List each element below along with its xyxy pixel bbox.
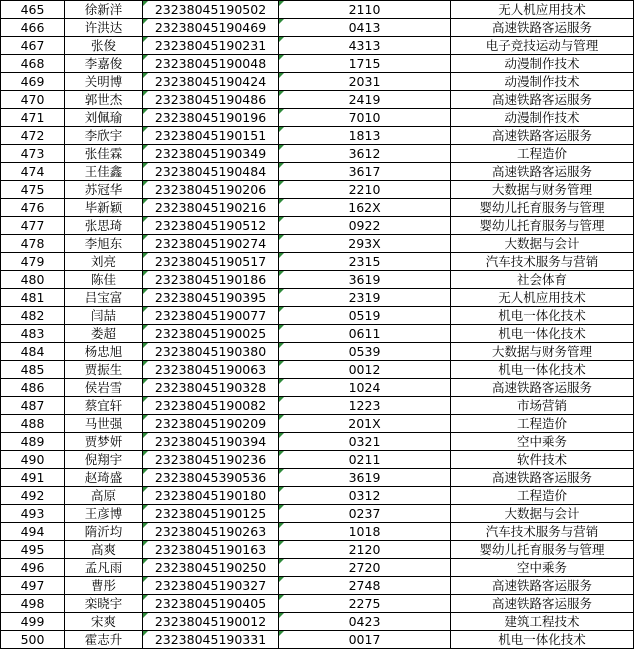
major-cell[interactable]: 市场营销 — [451, 397, 634, 415]
major-cell[interactable]: 空中乘务 — [451, 433, 634, 451]
table-row — [1, 595, 634, 613]
student-name-cell[interactable]: 霍志升 — [65, 631, 143, 649]
table-row — [1, 397, 634, 415]
id-suffix-cell[interactable]: 0017 — [279, 631, 451, 649]
student-id-cell[interactable]: 23238045190206 — [143, 181, 279, 199]
student-name-cell[interactable]: 张俊 — [65, 37, 143, 55]
student-id-cell[interactable]: 23238045190512 — [143, 217, 279, 235]
major-cell[interactable]: 机电一体化技术 — [451, 631, 634, 649]
major-cell[interactable]: 婴幼儿托育服务与管理 — [451, 199, 634, 217]
student-id-cell[interactable]: 23238045190274 — [143, 235, 279, 253]
student-name-cell[interactable]: 徐新洋 — [65, 1, 143, 19]
major-cell[interactable]: 大数据与会计 — [451, 505, 634, 523]
row-number-cell[interactable]: 498 — [1, 595, 65, 613]
table-row — [1, 73, 634, 91]
table-row — [1, 199, 634, 217]
row-number-cell[interactable]: 495 — [1, 541, 65, 559]
id-suffix-cell[interactable]: 3617 — [279, 163, 451, 181]
student-id-cell[interactable]: 23238045190048 — [143, 55, 279, 73]
id-suffix-cell[interactable]: 2110 — [279, 1, 451, 19]
table-row — [1, 577, 634, 595]
row-number-cell[interactable]: 472 — [1, 127, 65, 145]
row-number-cell[interactable]: 494 — [1, 523, 65, 541]
row-number-cell[interactable]: 492 — [1, 487, 65, 505]
student-id-cell[interactable]: 23238045190405 — [143, 595, 279, 613]
student-id-cell[interactable]: 23238045190163 — [143, 541, 279, 559]
table-row — [1, 433, 634, 451]
id-suffix-cell[interactable]: 2319 — [279, 289, 451, 307]
table-row — [1, 613, 634, 631]
student-name-cell[interactable]: 王佳鑫 — [65, 163, 143, 181]
student-name-cell[interactable]: 张佳霖 — [65, 145, 143, 163]
row-number-cell[interactable]: 482 — [1, 307, 65, 325]
table-row — [1, 145, 634, 163]
student-id-cell[interactable]: 23238045190077 — [143, 307, 279, 325]
student-name-cell[interactable]: 赵琦盛 — [65, 469, 143, 487]
major-cell[interactable]: 汽车技术服务与营销 — [451, 253, 634, 271]
major-cell[interactable]: 高速铁路客运服务 — [451, 577, 634, 595]
table-row — [1, 505, 634, 523]
table-row — [1, 343, 634, 361]
student-name-cell[interactable]: 高爽 — [65, 541, 143, 559]
id-suffix-cell[interactable]: 201X — [279, 415, 451, 433]
student-name-cell[interactable]: 孟凡雨 — [65, 559, 143, 577]
student-name-cell[interactable]: 郭世杰 — [65, 91, 143, 109]
row-number-cell[interactable]: 484 — [1, 343, 65, 361]
row-number-cell[interactable]: 487 — [1, 397, 65, 415]
table-row — [1, 181, 634, 199]
id-suffix-cell[interactable]: 2120 — [279, 541, 451, 559]
table-row — [1, 469, 634, 487]
student-name-cell[interactable]: 侯岩雪 — [65, 379, 143, 397]
id-suffix-cell[interactable]: 2748 — [279, 577, 451, 595]
row-number-cell[interactable]: 493 — [1, 505, 65, 523]
row-number-cell[interactable]: 478 — [1, 235, 65, 253]
student-id-cell[interactable]: 23238045190395 — [143, 289, 279, 307]
id-suffix-cell[interactable]: 2315 — [279, 253, 451, 271]
table-row — [1, 325, 634, 343]
student-name-cell[interactable]: 毕新颖 — [65, 199, 143, 217]
student-id-cell[interactable]: 23238045190328 — [143, 379, 279, 397]
major-cell[interactable]: 工程造价 — [451, 145, 634, 163]
student-name-cell[interactable]: 刘佩瑜 — [65, 109, 143, 127]
student-name-cell[interactable]: 曹彤 — [65, 577, 143, 595]
id-suffix-cell[interactable]: 0539 — [279, 343, 451, 361]
major-cell[interactable]: 无人机应用技术 — [451, 1, 634, 19]
student-name-cell[interactable]: 王彦博 — [65, 505, 143, 523]
table-row — [1, 361, 634, 379]
student-id-cell[interactable]: 23238045190231 — [143, 37, 279, 55]
row-number-cell[interactable]: 491 — [1, 469, 65, 487]
id-suffix-cell[interactable]: 0312 — [279, 487, 451, 505]
id-suffix-cell[interactable]: 2720 — [279, 559, 451, 577]
student-id-cell[interactable]: 23238045190012 — [143, 613, 279, 631]
row-number-cell[interactable]: 475 — [1, 181, 65, 199]
student-name-cell[interactable]: 栾晓宇 — [65, 595, 143, 613]
id-suffix-cell[interactable]: 2210 — [279, 181, 451, 199]
student-id-cell[interactable]: 23238045190151 — [143, 127, 279, 145]
major-cell[interactable]: 大数据与财务管理 — [451, 181, 634, 199]
student-id-cell[interactable]: 23238045190486 — [143, 91, 279, 109]
major-cell[interactable]: 无人机应用技术 — [451, 289, 634, 307]
id-suffix-cell[interactable]: 0237 — [279, 505, 451, 523]
id-suffix-cell[interactable]: 0413 — [279, 19, 451, 37]
row-number-cell[interactable]: 471 — [1, 109, 65, 127]
student-id-cell[interactable]: 23238045190250 — [143, 559, 279, 577]
row-number-cell[interactable]: 499 — [1, 613, 65, 631]
table-row — [1, 451, 634, 469]
major-cell[interactable]: 汽车技术服务与营销 — [451, 523, 634, 541]
major-cell[interactable]: 高速铁路客运服务 — [451, 127, 634, 145]
table-row — [1, 307, 634, 325]
student-id-cell[interactable]: 23238045190331 — [143, 631, 279, 649]
row-number-cell[interactable]: 468 — [1, 55, 65, 73]
table-row — [1, 541, 634, 559]
student-name-cell[interactable]: 李旭东 — [65, 235, 143, 253]
table-row — [1, 235, 634, 253]
row-number-cell[interactable]: 500 — [1, 631, 65, 649]
id-suffix-cell[interactable]: 1813 — [279, 127, 451, 145]
student-id-cell[interactable]: 23238045190327 — [143, 577, 279, 595]
table-row — [1, 91, 634, 109]
student-name-cell[interactable]: 杨忠旭 — [65, 343, 143, 361]
student-id-cell[interactable]: 23238045190263 — [143, 523, 279, 541]
major-cell[interactable]: 高速铁路客运服务 — [451, 163, 634, 181]
major-cell[interactable]: 高速铁路客运服务 — [451, 379, 634, 397]
student-id-cell[interactable]: 23238045190196 — [143, 109, 279, 127]
student-id-cell[interactable]: 23238045190063 — [143, 361, 279, 379]
student-name-cell[interactable]: 宋爽 — [65, 613, 143, 631]
table-row — [1, 289, 634, 307]
table-row — [1, 253, 634, 271]
id-suffix-cell[interactable]: 2031 — [279, 73, 451, 91]
student-id-cell[interactable]: 23238045190025 — [143, 325, 279, 343]
id-suffix-cell[interactable]: 0519 — [279, 307, 451, 325]
id-suffix-cell[interactable]: 0922 — [279, 217, 451, 235]
student-name-cell[interactable]: 刘亮 — [65, 253, 143, 271]
student-name-cell[interactable]: 马世强 — [65, 415, 143, 433]
major-cell[interactable]: 动漫制作技术 — [451, 73, 634, 91]
student-id-cell[interactable]: 23238045190082 — [143, 397, 279, 415]
student-id-cell[interactable]: 23238045190216 — [143, 199, 279, 217]
student-name-cell[interactable]: 李嘉俊 — [65, 55, 143, 73]
major-cell[interactable]: 机电一体化技术 — [451, 325, 634, 343]
major-cell[interactable]: 大数据与会计 — [451, 235, 634, 253]
row-number-cell[interactable]: 465 — [1, 1, 65, 19]
student-id-cell[interactable]: 23238045190424 — [143, 73, 279, 91]
major-cell[interactable]: 软件技术 — [451, 451, 634, 469]
student-id-cell[interactable]: 23238045190125 — [143, 505, 279, 523]
student-name-cell[interactable]: 吕宝富 — [65, 289, 143, 307]
table-row — [1, 271, 634, 289]
table-row — [1, 487, 634, 505]
row-number-cell[interactable]: 486 — [1, 379, 65, 397]
major-cell[interactable]: 高速铁路客运服务 — [451, 91, 634, 109]
row-number-cell[interactable]: 496 — [1, 559, 65, 577]
student-name-cell[interactable]: 贾梦妍 — [65, 433, 143, 451]
major-cell[interactable]: 大数据与财务管理 — [451, 343, 634, 361]
major-cell[interactable]: 高速铁路客运服务 — [451, 19, 634, 37]
major-cell[interactable]: 婴幼儿托育服务与管理 — [451, 541, 634, 559]
student-id-cell[interactable]: 23238045190186 — [143, 271, 279, 289]
id-suffix-cell[interactable]: 2419 — [279, 91, 451, 109]
table-row — [1, 559, 634, 577]
table-row — [1, 379, 634, 397]
student-name-cell[interactable]: 娄超 — [65, 325, 143, 343]
row-number-cell[interactable]: 490 — [1, 451, 65, 469]
row-number-cell[interactable]: 469 — [1, 73, 65, 91]
id-suffix-cell[interactable]: 7010 — [279, 109, 451, 127]
major-cell[interactable]: 社会体育 — [451, 271, 634, 289]
id-suffix-cell[interactable]: 0211 — [279, 451, 451, 469]
row-number-cell[interactable]: 488 — [1, 415, 65, 433]
row-number-cell[interactable]: 474 — [1, 163, 65, 181]
row-number-cell[interactable]: 477 — [1, 217, 65, 235]
table-row — [1, 109, 634, 127]
table-row — [1, 19, 634, 37]
id-suffix-cell[interactable]: 0321 — [279, 433, 451, 451]
major-cell[interactable]: 工程造价 — [451, 487, 634, 505]
student-name-cell[interactable]: 李欣宇 — [65, 127, 143, 145]
student-name-cell[interactable]: 蔡宜轩 — [65, 397, 143, 415]
major-cell[interactable]: 高速铁路客运服务 — [451, 595, 634, 613]
major-cell[interactable]: 空中乘务 — [451, 559, 634, 577]
student-name-cell[interactable]: 陈佳 — [65, 271, 143, 289]
table-row — [1, 163, 634, 181]
id-suffix-cell[interactable]: 1715 — [279, 55, 451, 73]
student-name-cell[interactable]: 张思琦 — [65, 217, 143, 235]
major-cell[interactable]: 建筑工程技术 — [451, 613, 634, 631]
row-number-cell[interactable]: 473 — [1, 145, 65, 163]
table-row — [1, 127, 634, 145]
id-suffix-cell[interactable]: 293X — [279, 235, 451, 253]
table-row — [1, 217, 634, 235]
table-row — [1, 1, 634, 19]
id-suffix-cell[interactable]: 3619 — [279, 469, 451, 487]
student-name-cell[interactable]: 高原 — [65, 487, 143, 505]
student-id-cell[interactable]: 23238045190484 — [143, 163, 279, 181]
table-row — [1, 523, 634, 541]
row-number-cell[interactable]: 480 — [1, 271, 65, 289]
student-name-cell[interactable]: 隋沂均 — [65, 523, 143, 541]
major-cell[interactable]: 机电一体化技术 — [451, 307, 634, 325]
id-suffix-cell[interactable]: 1024 — [279, 379, 451, 397]
student-id-cell[interactable]: 23238045190380 — [143, 343, 279, 361]
student-name-cell[interactable]: 许洪达 — [65, 19, 143, 37]
student-id-cell[interactable]: 23238045390536 — [143, 469, 279, 487]
student-name-cell[interactable]: 贾振生 — [65, 361, 143, 379]
student-id-cell[interactable]: 23238045190502 — [143, 1, 279, 19]
id-suffix-cell[interactable]: 3612 — [279, 145, 451, 163]
id-suffix-cell[interactable]: 0423 — [279, 613, 451, 631]
id-suffix-cell[interactable]: 1223 — [279, 397, 451, 415]
id-suffix-cell[interactable]: 0012 — [279, 361, 451, 379]
id-suffix-cell[interactable]: 1018 — [279, 523, 451, 541]
row-number-cell[interactable]: 479 — [1, 253, 65, 271]
student-name-cell[interactable]: 倪翔宇 — [65, 451, 143, 469]
row-number-cell[interactable]: 497 — [1, 577, 65, 595]
major-cell[interactable]: 工程造价 — [451, 415, 634, 433]
id-suffix-cell[interactable]: 0611 — [279, 325, 451, 343]
roster-body — [1, 1, 634, 649]
row-number-cell[interactable]: 466 — [1, 19, 65, 37]
major-cell[interactable]: 高速铁路客运服务 — [451, 469, 634, 487]
student-name-cell[interactable]: 关明博 — [65, 73, 143, 91]
student-id-cell[interactable]: 23238045190394 — [143, 433, 279, 451]
id-suffix-cell[interactable]: 4313 — [279, 37, 451, 55]
student-id-cell[interactable]: 23238045190517 — [143, 253, 279, 271]
student-name-cell[interactable]: 苏冠华 — [65, 181, 143, 199]
student-id-cell[interactable]: 23238045190209 — [143, 415, 279, 433]
table-row — [1, 55, 634, 73]
row-number-cell[interactable]: 467 — [1, 37, 65, 55]
row-number-cell[interactable]: 485 — [1, 361, 65, 379]
student-id-cell[interactable]: 23238045190236 — [143, 451, 279, 469]
table-row — [1, 631, 634, 649]
table-row — [1, 415, 634, 433]
student-id-cell[interactable]: 23238045190180 — [143, 487, 279, 505]
major-cell[interactable]: 机电一体化技术 — [451, 361, 634, 379]
row-number-cell[interactable]: 481 — [1, 289, 65, 307]
student-id-cell[interactable]: 23238045190349 — [143, 145, 279, 163]
major-cell[interactable]: 动漫制作技术 — [451, 109, 634, 127]
major-cell[interactable]: 电子竞技运动与管理 — [451, 37, 634, 55]
table-row — [1, 37, 634, 55]
row-number-cell[interactable]: 476 — [1, 199, 65, 217]
row-number-cell[interactable]: 489 — [1, 433, 65, 451]
row-number-cell[interactable]: 483 — [1, 325, 65, 343]
student-name-cell[interactable]: 闫喆 — [65, 307, 143, 325]
major-cell[interactable]: 婴幼儿托育服务与管理 — [451, 217, 634, 235]
student-id-cell[interactable]: 23238045190469 — [143, 19, 279, 37]
id-suffix-cell[interactable]: 2275 — [279, 595, 451, 613]
id-suffix-cell[interactable]: 162X — [279, 199, 451, 217]
major-cell[interactable]: 动漫制作技术 — [451, 55, 634, 73]
id-suffix-cell[interactable]: 3619 — [279, 271, 451, 289]
row-number-cell[interactable]: 470 — [1, 91, 65, 109]
